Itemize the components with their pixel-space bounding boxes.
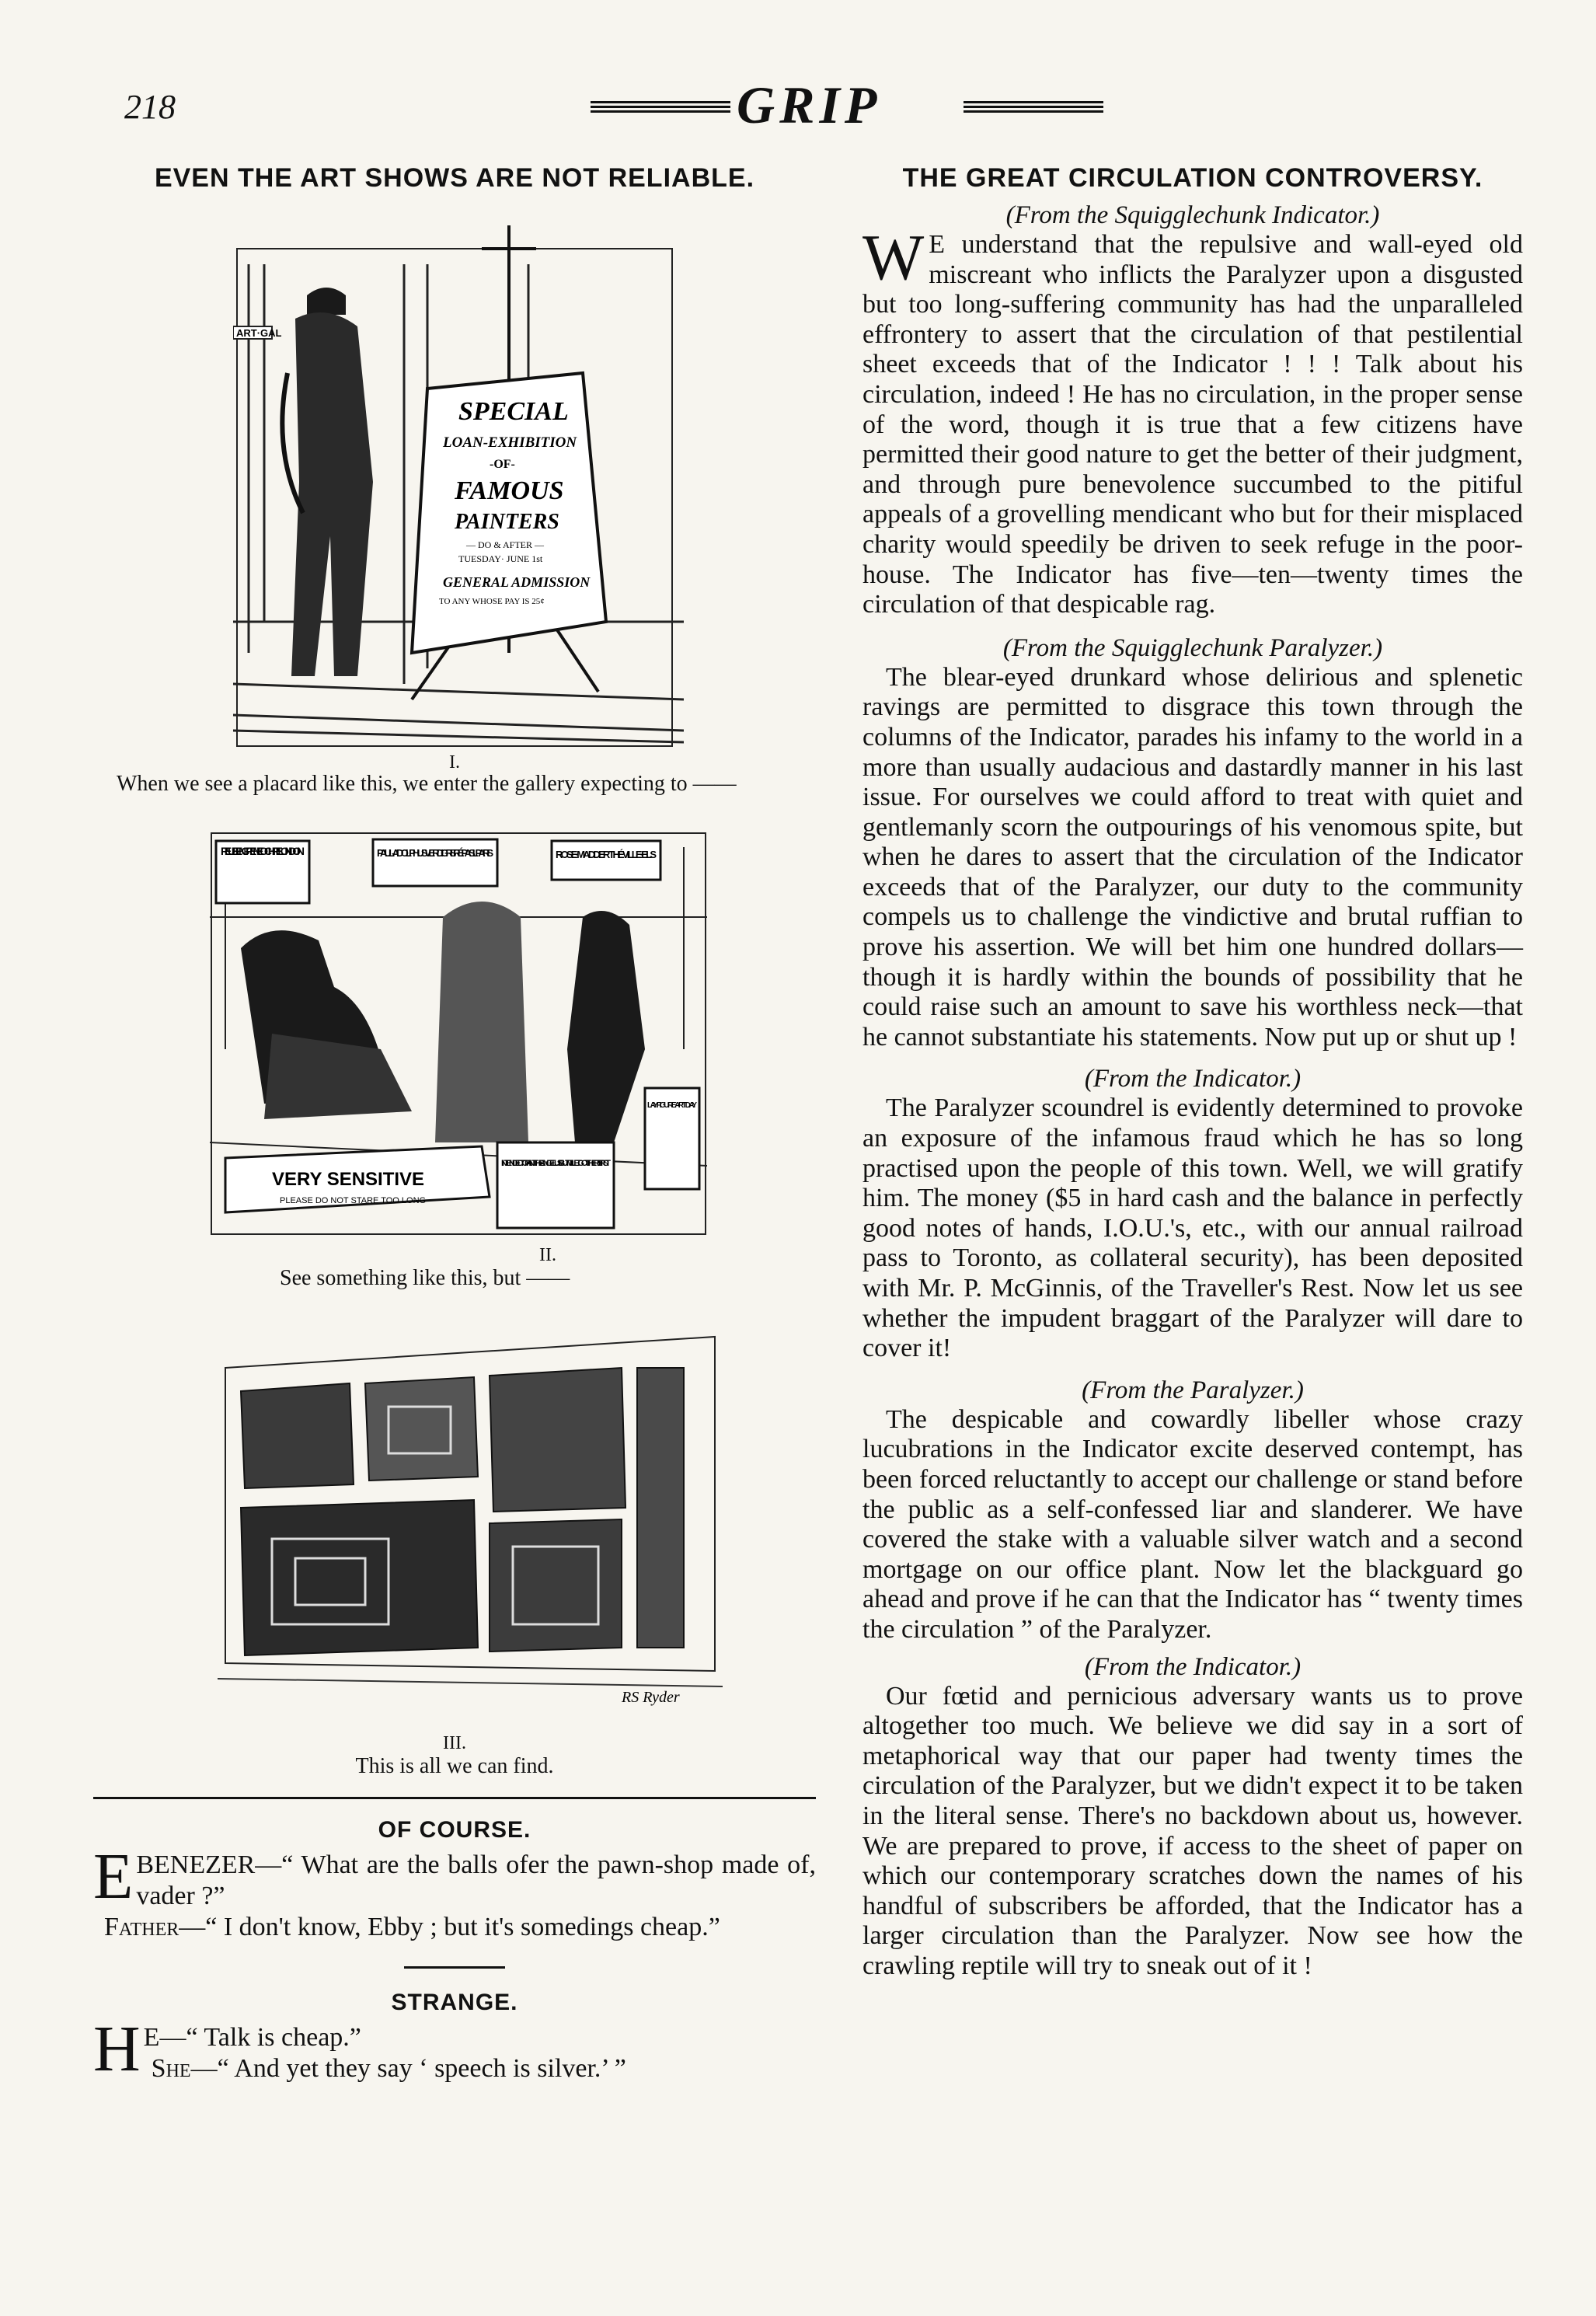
caption-two: See something like this, but —— <box>280 1266 570 1290</box>
article-section-1 <box>862 201 1523 620</box>
strange-line-2: —“ And yet they say ‘ speech is silver.’ ” <box>190 2054 626 2083</box>
sign-line-2: LOAN-EXHIBITION <box>443 434 577 451</box>
strange-heading: STRANGE. <box>391 1990 518 2015</box>
sign-line-4: FAMOUS <box>455 476 564 505</box>
sign-line-9: TO ANY WHOSE PAY IS 25¢ <box>439 597 545 606</box>
cartoon-one-drawing <box>233 218 684 754</box>
page-number: 218 <box>124 88 176 126</box>
caption-number-one: I. <box>449 752 460 773</box>
of-course-dropcap: E <box>93 1840 134 1913</box>
article-section-2 <box>862 634 1523 1053</box>
cartoon-one <box>233 218 684 754</box>
strange-dropcap: H <box>93 2013 141 2085</box>
of-course-heading: OF COURSE. <box>378 1817 531 1843</box>
strange-speaker-2: She <box>151 2054 191 2083</box>
side-sign: LAY FIGURE ART DAY <box>647 1101 697 1110</box>
section-4-source: (From the Paralyzer.) <box>1082 1376 1304 1404</box>
section-1-dropcap: W <box>862 221 925 294</box>
section-3-text: The Paralyzer scoundrel is evidently determined to provoke an exposure of the infamous fraud which he has so long practised upon the people of this town. Well, we will gratify him. The money ($5 in hard cash and the balance in perfectly good notes of hands, I.O.U.'s, etc., with our annual railroad pass to Toronto, as collateral security), has been deposited with Mr. P. McGinnis, of the Traveller's Rest. Now let us see whether the impudent braggart of the Paralyzer will dare to cover it! <box>862 1093 1523 1363</box>
section-divider <box>93 1797 816 1799</box>
artist-signature: RS Ryder <box>622 1689 680 1706</box>
cartoon-two-drawing <box>210 832 707 1236</box>
section-4-text: The despicable and cowardly libeller whose crazy lucubrations in the Indicator excite deserved contempt, has been forced reluctantly to accept our challenge or stand before the public as a self-confessed liar and slanderer. We have covered the stake with a valuable silver watch and a second mortgage on our office plant. Now let the blackguard go ahead and prove if he can that the Indicator has “ twenty times the circulation ” of the Paralyzer. <box>862 1404 1523 1644</box>
artist-label-one: REUBEN GRENEOCHRE LONDON <box>221 845 305 857</box>
cartoon-two <box>210 832 707 1236</box>
sign-line-8: GENERAL ADMISSION <box>443 574 591 590</box>
masthead-rule-right <box>964 101 1103 113</box>
section-1-source: (From the Squigglechunk Indicator.) <box>1005 201 1380 229</box>
section-1-body: E understand that the repulsive and wall-eyed old miscreant who inflicts the Paralyzer upon a disgusted but too long-suffering community has had the unparalleled effrontery to assert that the circulation of that pestilential sheet exceeds that of the Indicator ! ! ! Talk about his circulation, indeed ! He has no circulation, in the proper sense of the word, though it is true that a few citizens have permitted their good nature to get the better of their judgment, and through pure benevolence succumbed to the pitiful appeals of a grovelling mendicant who but for their misplaced charity would speedily be driven to seek refuge in the poor-house. The Indicator has five—ten—twenty times the circulation of that despicable rag. <box>862 230 1523 619</box>
section-2-text: The blear-eyed drunkard whose delirious and splenetic ravings are permitted to disgrace this town through the columns of the Indicator, parades his infamy to the world in a more than usually audacious and dastardly manner in his last issue. For ourselves we could afford to treat with quiet and gentlemanly scorn the outpourings of his venomous spite, but when he dares to assert that the circulation of the Indicator exceeds that of the Paralyzer, our duty to the community compels us to challenge the vindictive and brutal ruffian to prove his assertion. We will bet him one hundred dollars—though it is hardly within the bounds of possibility that he could raise such an amount to save his worthless neck—that he cannot substantiate his statements. Now put up or shut up ! <box>862 662 1523 1052</box>
of-course-speaker-2: Father <box>104 1913 179 1941</box>
caption-number-three: III. <box>443 1733 466 1753</box>
art-shows-headline: EVEN THE ART SHOWS ARE NOT RELIABLE. <box>154 163 755 193</box>
sign-line-3: -OF- <box>490 458 515 471</box>
of-course-line-2: —“ I don't know, Ebby ; but it's somedings cheap.” <box>179 1913 720 1941</box>
box-sign: INTENDED TO PAINT THE ANGELUS BUT MILLET GOT THERE FIRST <box>501 1159 611 1168</box>
bench-subtext: PLEASE DO NOT STARE TOO LONG <box>280 1196 427 1205</box>
section-1-text <box>862 221 1523 620</box>
strange-dialog <box>93 2013 816 2085</box>
left-column <box>93 163 816 2085</box>
section-2-source: (From the Squigglechunk Paralyzer.) <box>1002 633 1383 662</box>
strange-line-1: E—“ Talk is cheap.” <box>143 2023 361 2052</box>
article-section-3 <box>862 1065 1523 1363</box>
bench-sign: VERY SENSITIVE <box>272 1169 425 1190</box>
caption-one: When we see a placard like this, we enter the gallery expecting to —— <box>117 772 737 796</box>
short-divider <box>404 1966 505 1969</box>
sign-line-5: PAINTERS <box>455 510 559 534</box>
sign-line-6: — DO & AFTER — <box>466 539 545 550</box>
cartoon-three <box>218 1321 723 1710</box>
article-section-5 <box>862 1653 1523 1982</box>
cartoon-three-drawing <box>218 1321 723 1710</box>
artist-label-three: ROSE·MADDER THÉVILLE·ELS <box>556 849 657 860</box>
caption-number-two: II. <box>539 1245 556 1265</box>
controversy-headline: THE GREAT CIRCULATION CONTROVERSY. <box>902 163 1483 193</box>
sign-line-7: TUESDAY· JUNE 1st <box>458 553 543 564</box>
sign-line-1: SPECIAL <box>458 397 569 426</box>
masthead-title: GRIP <box>737 75 882 134</box>
door-sign: ART·GAL <box>236 327 282 339</box>
section-5-text: Our fœtid and pernicious adversary wants us to prove altogether too much. We believe we did say in a sort of metaphorical way that our paper had twenty times the circulation of the Paralyzer, but we didn't expect it to be taken in the literal sense. There's no backdown about us, however. We are prepared to prove, if access to the sheet of paper on which our contemporary scratches down the names of his handful of subscribers be afforded, that the Indicator has a larger circulation than the Paralyzer. Now see how the crawling reptile will try to sneak out of it ! <box>862 1681 1523 1980</box>
artist-label-two: PAUL-ADOLPHIUS VERDIGRIS. RÉP ASL PARIS <box>377 847 493 859</box>
of-course-dialog <box>93 1840 816 1943</box>
of-course-line-1: BENEZER—“ What are the balls ofer the pawn-shop made of, vader ?” <box>136 1850 816 1910</box>
section-5-source: (From the Indicator.) <box>1084 1652 1302 1681</box>
masthead-rule-left <box>591 101 730 113</box>
right-column <box>862 163 1523 1981</box>
article-section-4 <box>862 1376 1523 1645</box>
section-3-source: (From the Indicator.) <box>1084 1065 1302 1093</box>
caption-three: This is all we can find. <box>355 1754 554 1778</box>
masthead <box>559 75 1103 137</box>
